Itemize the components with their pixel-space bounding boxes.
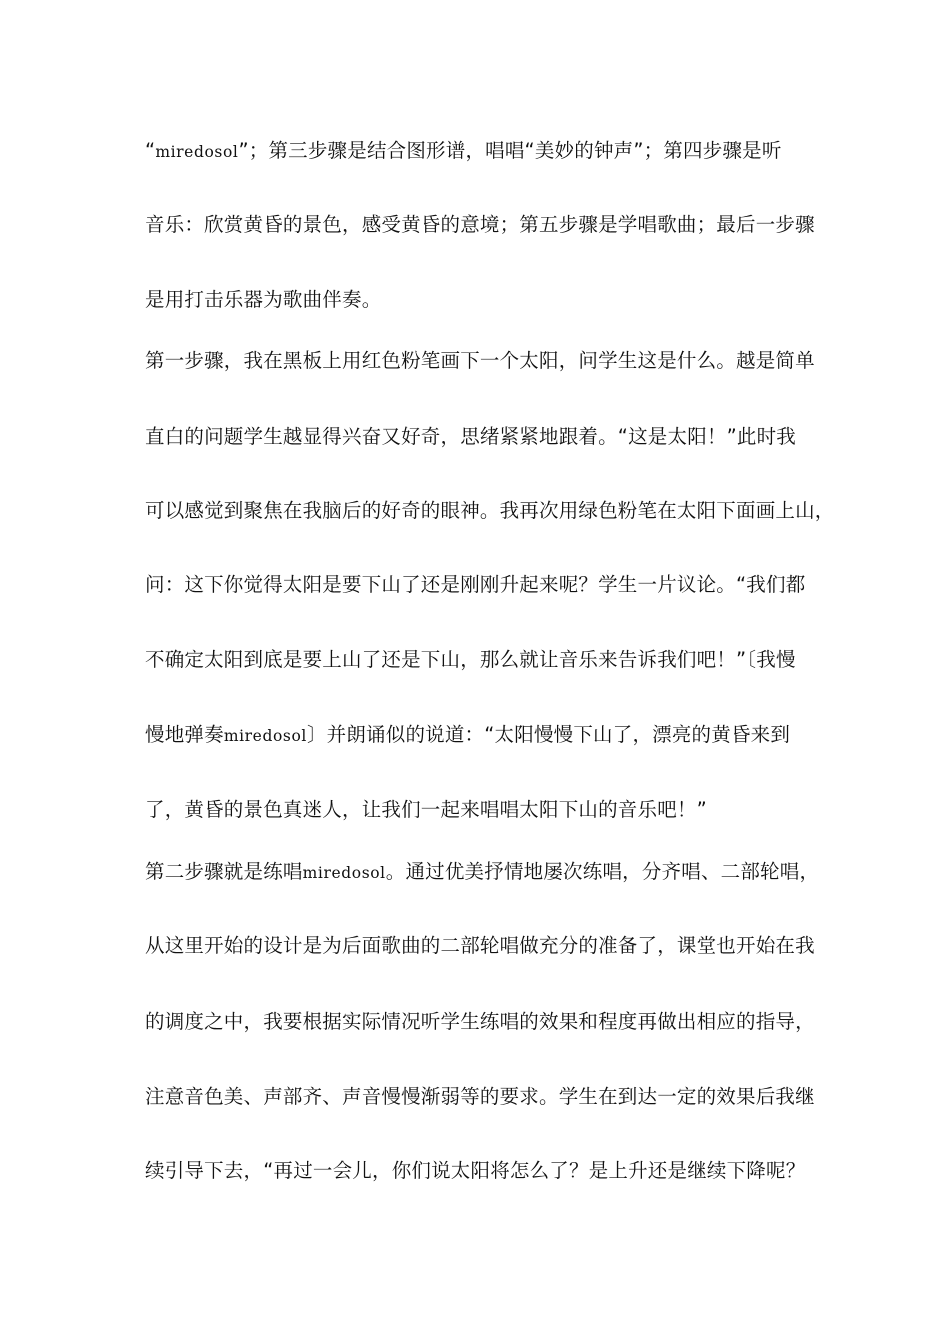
text-segment: 问：这下你觉得太阳是要下山了还是刚刚升起来呢？学生一片议论。“我们都 <box>145 573 806 596</box>
text-line-4 <box>145 348 815 374</box>
text-segment: 的调度之中，我要根据实际情况听学生练唱的效果和程度再做出相应的指导， <box>145 1010 815 1033</box>
text-line-10 <box>145 797 810 823</box>
text-line-15 <box>145 1158 810 1184</box>
text-line-9 <box>145 722 810 749</box>
text-segment: 。通过优美抒情地屡次练唱，分齐唱、二部轮唱， <box>385 860 820 883</box>
text-segment-code: miredosol <box>155 143 239 161</box>
text-segment: 直白的问题学生越显得兴奋又好奇，思绪紧紧地跟着。“这是太阳！”此时我 <box>145 425 797 448</box>
text-segment-code: miredosol <box>223 727 307 745</box>
text-segment: 可以感觉到聚焦在我脑后的好奇的眼神。我再次用绿色粉笔在太阳下面画上山， <box>145 499 835 522</box>
text-line-6 <box>145 498 835 524</box>
text-segment: 了，黄昏的景色真迷人，让我们一起来唱唱太阳下山的音乐吧！” <box>145 798 707 821</box>
text-segment: ”；第三步骤是结合图形谱，唱唱“美妙的钟声”；第四步骤是听 <box>238 139 782 162</box>
text-segment: 续引导下去，“再过一会儿，你们说太阳将怎么了？是上升还是继续下降呢？ <box>145 1159 806 1182</box>
text-segment: 第一步骤，我在黑板上用红色粉笔画下一个太阳，问学生这是什么。越是简单 <box>145 349 815 372</box>
text-segment: 〕并朗诵似的说道：“太阳慢慢下山了，漂亮的黄昏来到 <box>306 723 791 746</box>
text-line-14 <box>145 1084 815 1110</box>
text-segment-code: miredosol <box>302 864 386 882</box>
text-line-7 <box>145 572 810 598</box>
text-segment: 从这里开始的设计是为后面歌曲的二部轮唱做充分的准备了，课堂也开始在我 <box>145 934 815 957</box>
text-segment: 注意音色美、声部齐、声音慢慢渐弱等的要求。学生在到达一定的效果后我继 <box>145 1085 815 1108</box>
text-line-11 <box>145 859 820 886</box>
text-line-12 <box>145 933 815 959</box>
text-segment: 不确定太阳到底是要上山了还是下山，那么就让音乐来告诉我们吧！”〔我慢 <box>145 648 796 671</box>
text-segment: 音乐：欣赏黄昏的景色，感受黄昏的意境；第五步骤是学唱歌曲；最后一步骤 <box>145 213 815 236</box>
text-line-8 <box>145 647 810 673</box>
text-segment: “ <box>145 139 156 162</box>
text-segment: 第二步骤就是练唱 <box>145 860 303 883</box>
text-line-2 <box>145 212 815 238</box>
text-line-5 <box>145 424 810 450</box>
text-line-1 <box>145 138 810 165</box>
text-line-3 <box>145 287 810 313</box>
text-segment: 慢地弹奏 <box>145 723 224 746</box>
text-segment: 是用打击乐器为歌曲伴奏。 <box>145 288 382 311</box>
text-line-13 <box>145 1009 815 1035</box>
